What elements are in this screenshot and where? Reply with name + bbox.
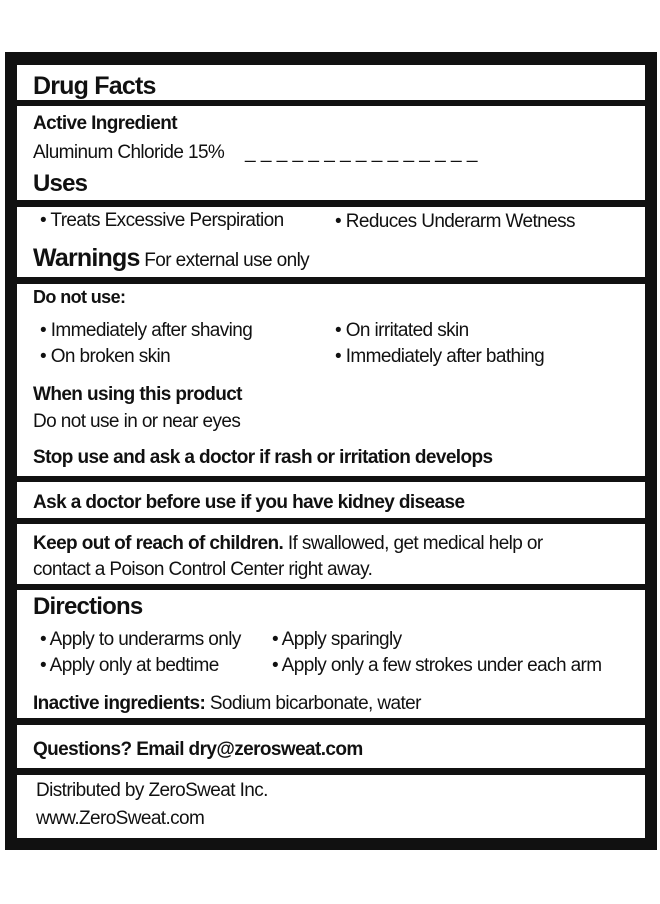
active-ingredient-section (17, 106, 645, 200)
do-not-use-heading: Do not use: (33, 287, 126, 307)
directions-section (17, 590, 645, 718)
use-item: • Reduces Underarm Wetness (335, 211, 575, 232)
do-not-use-item: • On irritated skin (335, 320, 469, 341)
warnings-line (33, 244, 309, 272)
do-not-use-item: • On broken skin (40, 346, 171, 367)
do-not-use-item: • Immediately after shaving (40, 320, 253, 341)
direction-item: • Apply sparingly (272, 629, 402, 650)
questions-text: Questions? Email dry@zerosweat.com (33, 739, 363, 760)
inactive-ingredients (33, 693, 421, 715)
direction-item: • Apply only a few strokes under each arm (272, 655, 602, 676)
questions-section (17, 725, 645, 768)
inactive-label: Inactive ingredients: (33, 693, 206, 714)
leader-line: _ _ _ _ _ _ _ _ _ _ _ _ _ _ _ (245, 142, 478, 163)
do-not-use-section (17, 284, 645, 476)
keep-out-text: If swallowed, get medical help or (287, 533, 543, 554)
active-ingredient-heading: Active Ingredient (33, 113, 177, 134)
keep-out-line1 (33, 533, 543, 555)
when-using-text: Do not use in or near eyes (33, 411, 241, 432)
direction-item: • Apply only at bedtime (40, 655, 219, 676)
warnings-heading: Warnings (33, 244, 140, 272)
title-section (17, 65, 645, 100)
ask-doctor-section (17, 482, 645, 518)
distributor-name: Distributed by ZeroSweat Inc. (36, 780, 268, 801)
direction-item: • Apply to underarms only (40, 629, 241, 650)
uses-section (17, 207, 645, 277)
warnings-subtitle: For external use only (144, 250, 310, 271)
stop-use-text: Stop use and ask a doctor if rash or irritation develops (33, 447, 493, 468)
distributor-section (17, 775, 645, 838)
page-title: Drug Facts (33, 72, 156, 100)
keep-out-bold: Keep out of reach of children. (33, 533, 284, 554)
distributor-website: www.ZeroSweat.com (36, 808, 205, 829)
uses-heading: Uses (33, 170, 88, 197)
directions-heading: Directions (33, 593, 143, 620)
ask-doctor-text: Ask a doctor before use if you have kidney disease (33, 492, 465, 513)
when-using-heading: When using this product (33, 384, 242, 405)
keep-out-section (17, 524, 645, 584)
use-item: • Treats Excessive Perspiration (40, 210, 284, 231)
inactive-value: Sodium bicarbonate, water (209, 693, 421, 714)
active-ingredient-value: Aluminum Chloride 15% (33, 142, 225, 163)
keep-out-line2: contact a Poison Control Center right away. (33, 559, 373, 580)
do-not-use-item: • Immediately after bathing (335, 346, 545, 367)
